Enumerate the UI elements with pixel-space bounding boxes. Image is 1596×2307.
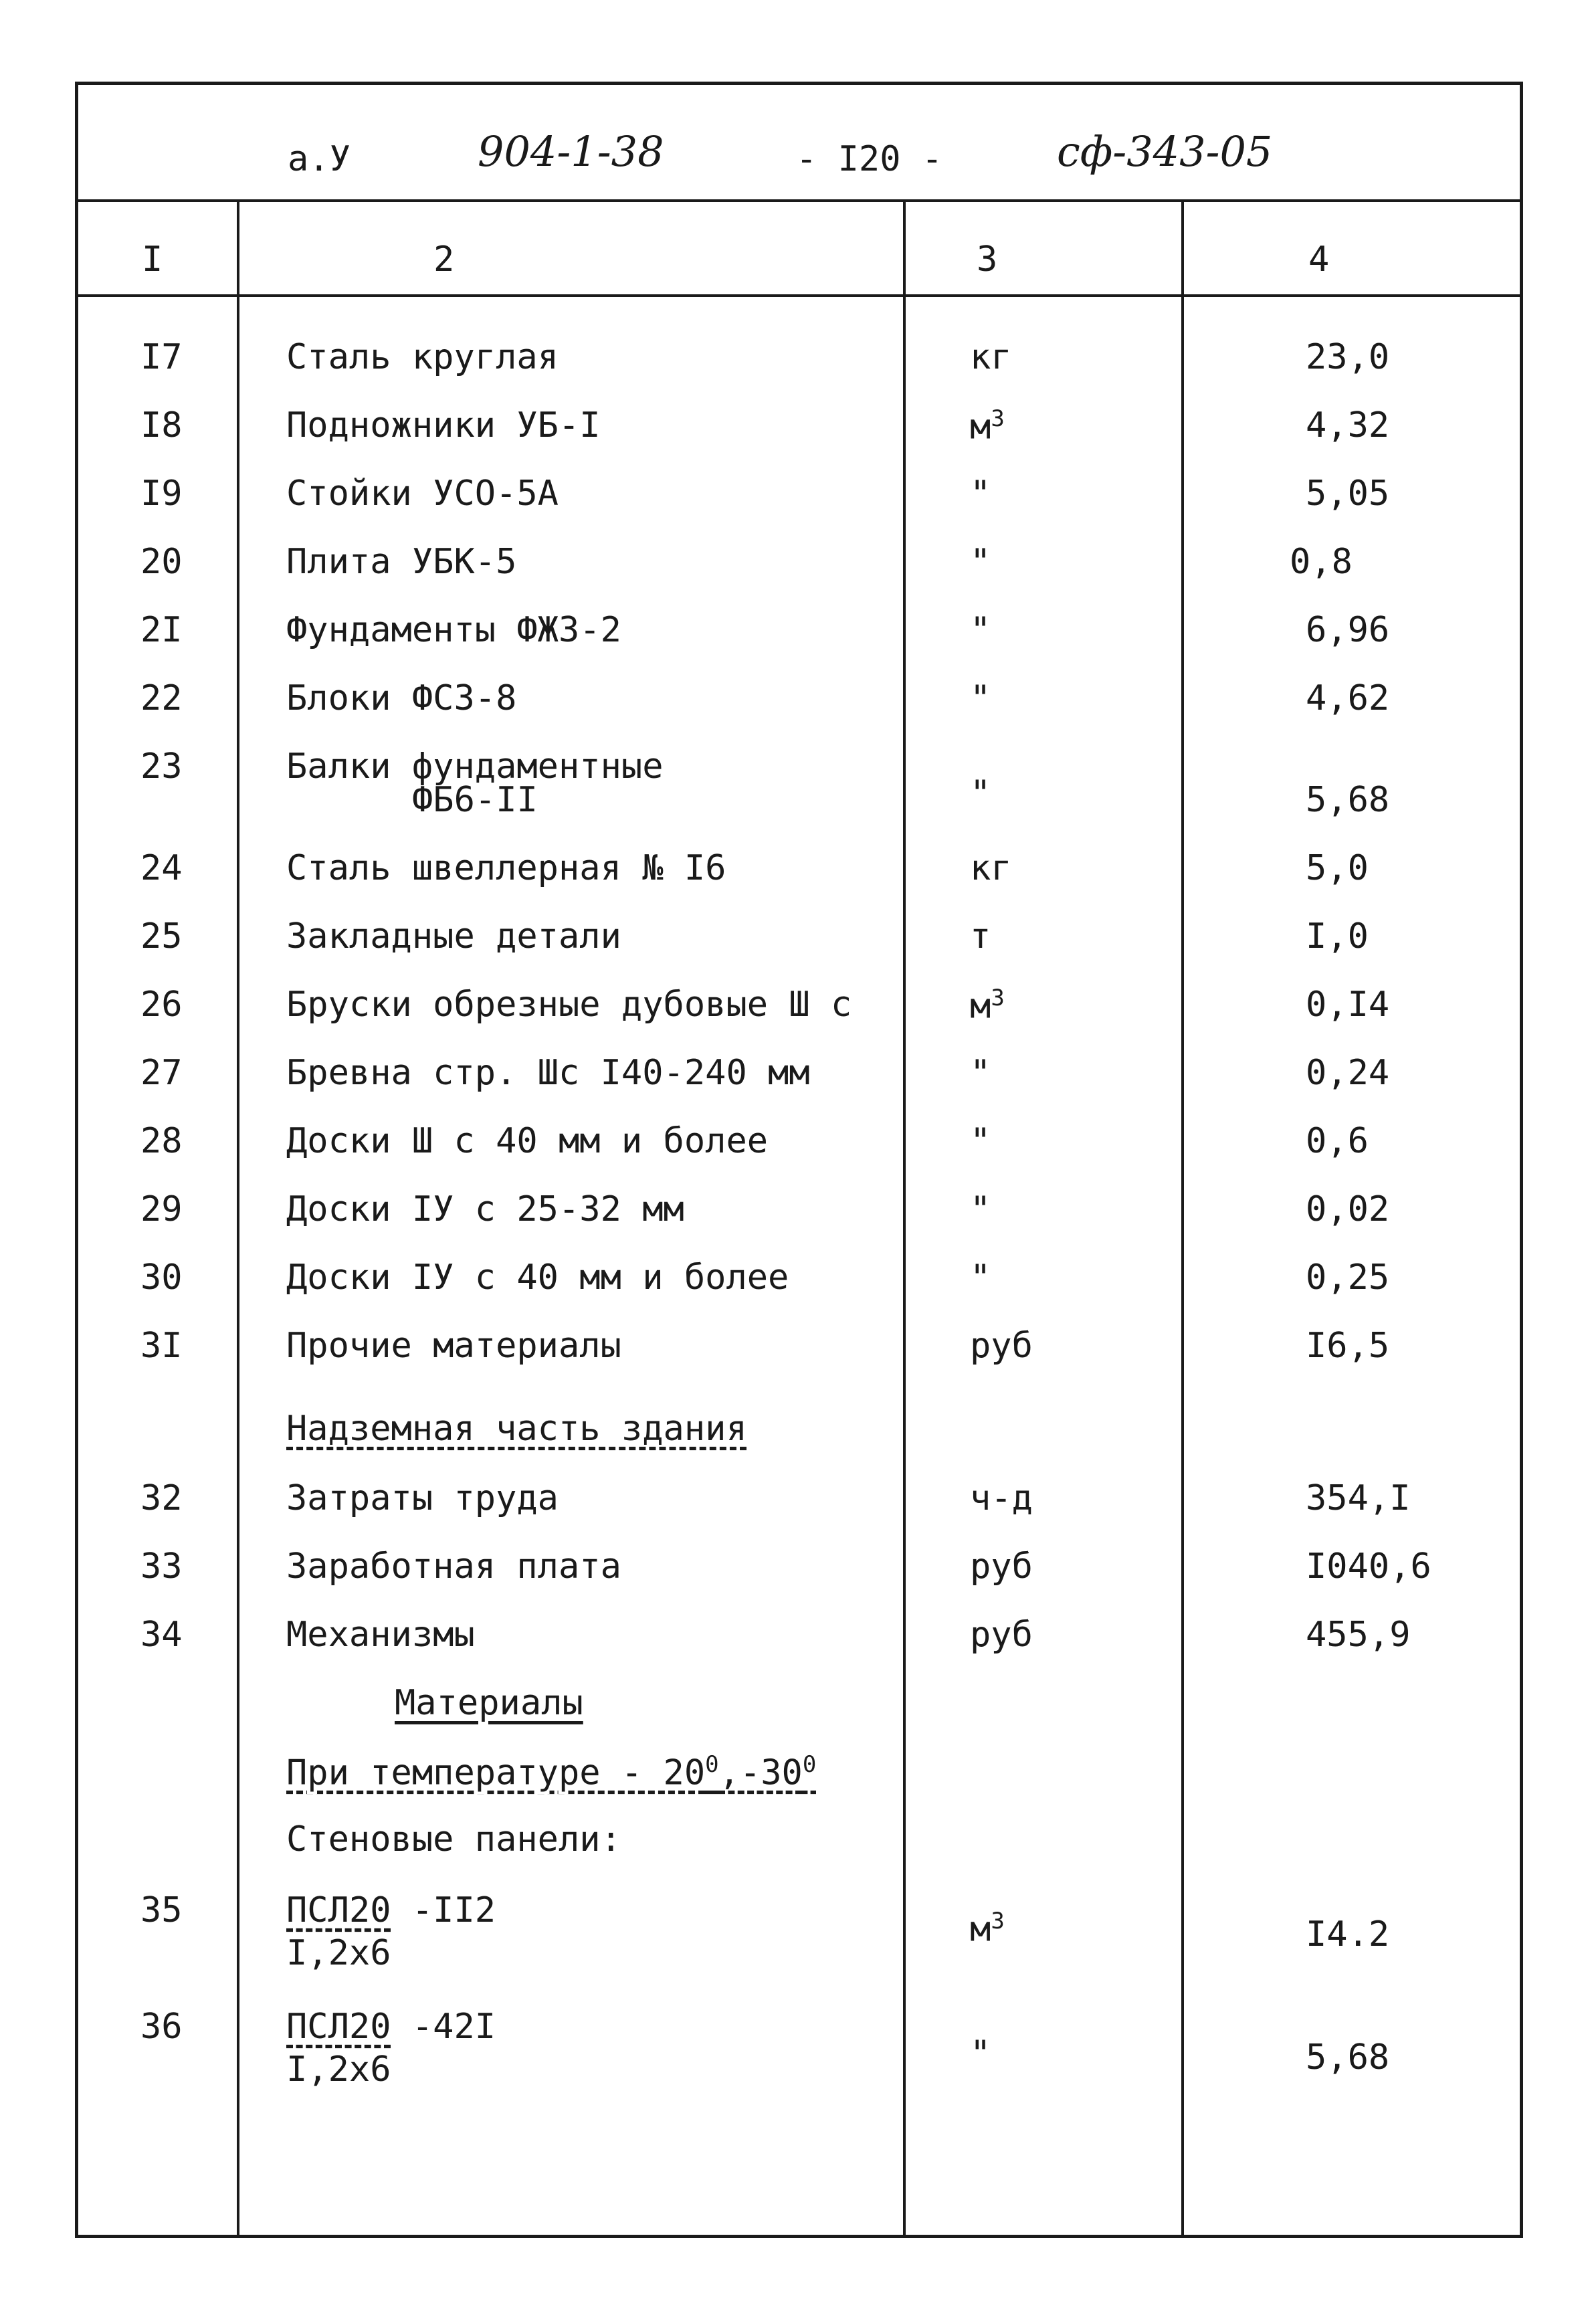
materials-heading: Материалы [395,1683,583,1723]
row-name: Блоки ФСЗ-8 [286,678,517,718]
row-unit: кг [970,848,1012,888]
table-row [0,1546,1596,1613]
row-unit: руб [970,1546,1033,1587]
row-number: 33 [140,1546,183,1587]
row-name: Подножники УБ-I [286,405,601,445]
row-value: 23,0 [1306,337,1390,377]
row-number: 25 [140,916,183,957]
row-name: Сталь швеллерная № I6 [286,848,726,888]
row-value: I,0 [1306,916,1369,957]
document-code: сф-343-05 [1057,127,1273,176]
row-unit: " [970,678,991,718]
row-name: Плита УБК-5 [286,542,517,582]
table-row [0,848,1596,915]
row-name: Бревна стр. Шс I40-240 мм [286,1053,810,1093]
row-name: Механизмы [286,1615,475,1655]
row-number: 24 [140,848,183,888]
row-value: 5,0 [1306,848,1369,888]
row-value: 0,I4 [1306,985,1390,1025]
table-row [0,1890,1596,1991]
row-name: Доски Ш с 40 мм и более [286,1121,769,1161]
row-unit: " [970,1121,991,1161]
table-row [0,1121,1596,1188]
row-number: I7 [140,337,183,377]
row-name: Закладные детали [286,916,621,957]
table-row [0,985,1596,1051]
row-number: 34 [140,1615,183,1655]
table-row [0,1326,1596,1393]
temperature-heading: При температуре - $20^0,-30^0$ [286,1751,817,1793]
row-unit: т [970,916,991,957]
table-row [0,405,1596,472]
row-value: 4,32 [1306,405,1390,445]
panel-mark: ПСЛ20 -II2 [286,1890,496,1930]
row-value: 5,68 [1306,780,1390,820]
row-unit: " [970,1053,991,1093]
row-number: 26 [140,985,183,1025]
row-unit: кг [970,337,1012,377]
row-value: 0,25 [1306,1258,1390,1298]
row-unit: ч-д [970,1478,1033,1518]
wall-panels-row [0,1819,1596,1886]
row-value: 5,68 [1306,2037,1390,2078]
table-row [0,1478,1596,1545]
page-number: - I20 - [796,139,943,179]
column-header-2: 2 [433,239,455,280]
row-unit: $м^3$ [970,405,1005,447]
row-name: Затраты труда [286,1478,559,1518]
row-number: 30 [140,1258,183,1298]
project-number: 904-1-38 [478,127,664,176]
column-header-4: 4 [1308,239,1330,280]
row-unit: " [970,542,991,582]
row-value: 455,9 [1306,1615,1411,1655]
row-name: Стойки УСО-5А [286,474,559,514]
column-header-3: 3 [977,239,998,280]
table-row [0,337,1596,404]
row-value: 354,I [1306,1478,1411,1518]
table-row [0,542,1596,609]
row-name: Бруски обрезные дубовые Ш с [286,985,852,1025]
row-number: I9 [140,474,183,514]
table-row [0,1053,1596,1120]
table-row [0,1258,1596,1324]
row-number: 3I [140,1326,183,1366]
row-number: 2I [140,610,183,650]
row-number: 28 [140,1121,183,1161]
table-row [0,2007,1596,2107]
row-value: I6,5 [1306,1326,1390,1366]
row-unit: " [970,773,991,813]
column-header-divider [75,294,1523,297]
row-name: Сталь круглая [286,337,559,377]
table-row [0,678,1596,745]
temperature-row [0,1751,1596,1818]
table-row [0,916,1596,983]
column-header-1: I [142,239,163,280]
row-name-continued: ФБ6-II [412,780,538,820]
table-row [0,1615,1596,1682]
row-unit: " [970,2033,991,2074]
row-unit: " [970,610,991,650]
row-number: 32 [140,1478,183,1518]
row-value: 5,05 [1306,474,1390,514]
panel-mark: ПСЛ20 -42I [286,2007,496,2047]
row-value: 0,02 [1306,1189,1390,1229]
row-unit: $м^3$ [970,1908,1005,1950]
panel-size: I,2х6 [286,2049,391,2090]
row-unit: руб [970,1326,1033,1366]
row-number: 22 [140,678,183,718]
row-value: 0,24 [1306,1053,1390,1093]
row-unit: " [970,1189,991,1229]
table-row [0,610,1596,677]
row-unit: $м^3$ [970,985,1005,1027]
row-value: I4.2 [1306,1914,1390,1954]
row-name: Заработная плата [286,1546,621,1587]
table-row [0,746,1596,847]
materials-heading-row [0,1683,1596,1750]
row-name: Доски IУ с 25-32 мм [286,1189,684,1229]
table-row [0,1189,1596,1256]
row-unit: " [970,474,991,514]
row-name: Прочие материалы [286,1326,621,1366]
row-name: Доски IУ с 40 мм и более [286,1258,789,1298]
wall-panels-label: Стеновые панели: [286,1819,621,1860]
panel-size: I,2х6 [286,1933,391,1973]
row-number: 27 [140,1053,183,1093]
row-value: 0,8 [1290,542,1353,582]
section-heading-row [0,1409,1596,1476]
row-unit: " [970,1258,991,1298]
row-number: 35 [140,1890,183,1930]
row-unit: руб [970,1615,1033,1655]
row-number: I8 [140,405,183,445]
row-number: 23 [140,746,183,787]
row-value: 0,6 [1306,1121,1369,1161]
header-prefix: а.У [288,139,351,179]
row-number: 20 [140,542,183,582]
row-value: 6,96 [1306,610,1390,650]
row-name: Фундаменты ФЖЗ-2 [286,610,621,650]
section-heading: Надземная часть здания [286,1409,747,1449]
row-name: Балки фундаментные [286,746,664,787]
row-number: 29 [140,1189,183,1229]
row-value: 4,62 [1306,678,1390,718]
row-number: 36 [140,2007,183,2047]
header-divider [75,199,1523,202]
table-row [0,474,1596,540]
row-value: I040,6 [1306,1546,1431,1587]
